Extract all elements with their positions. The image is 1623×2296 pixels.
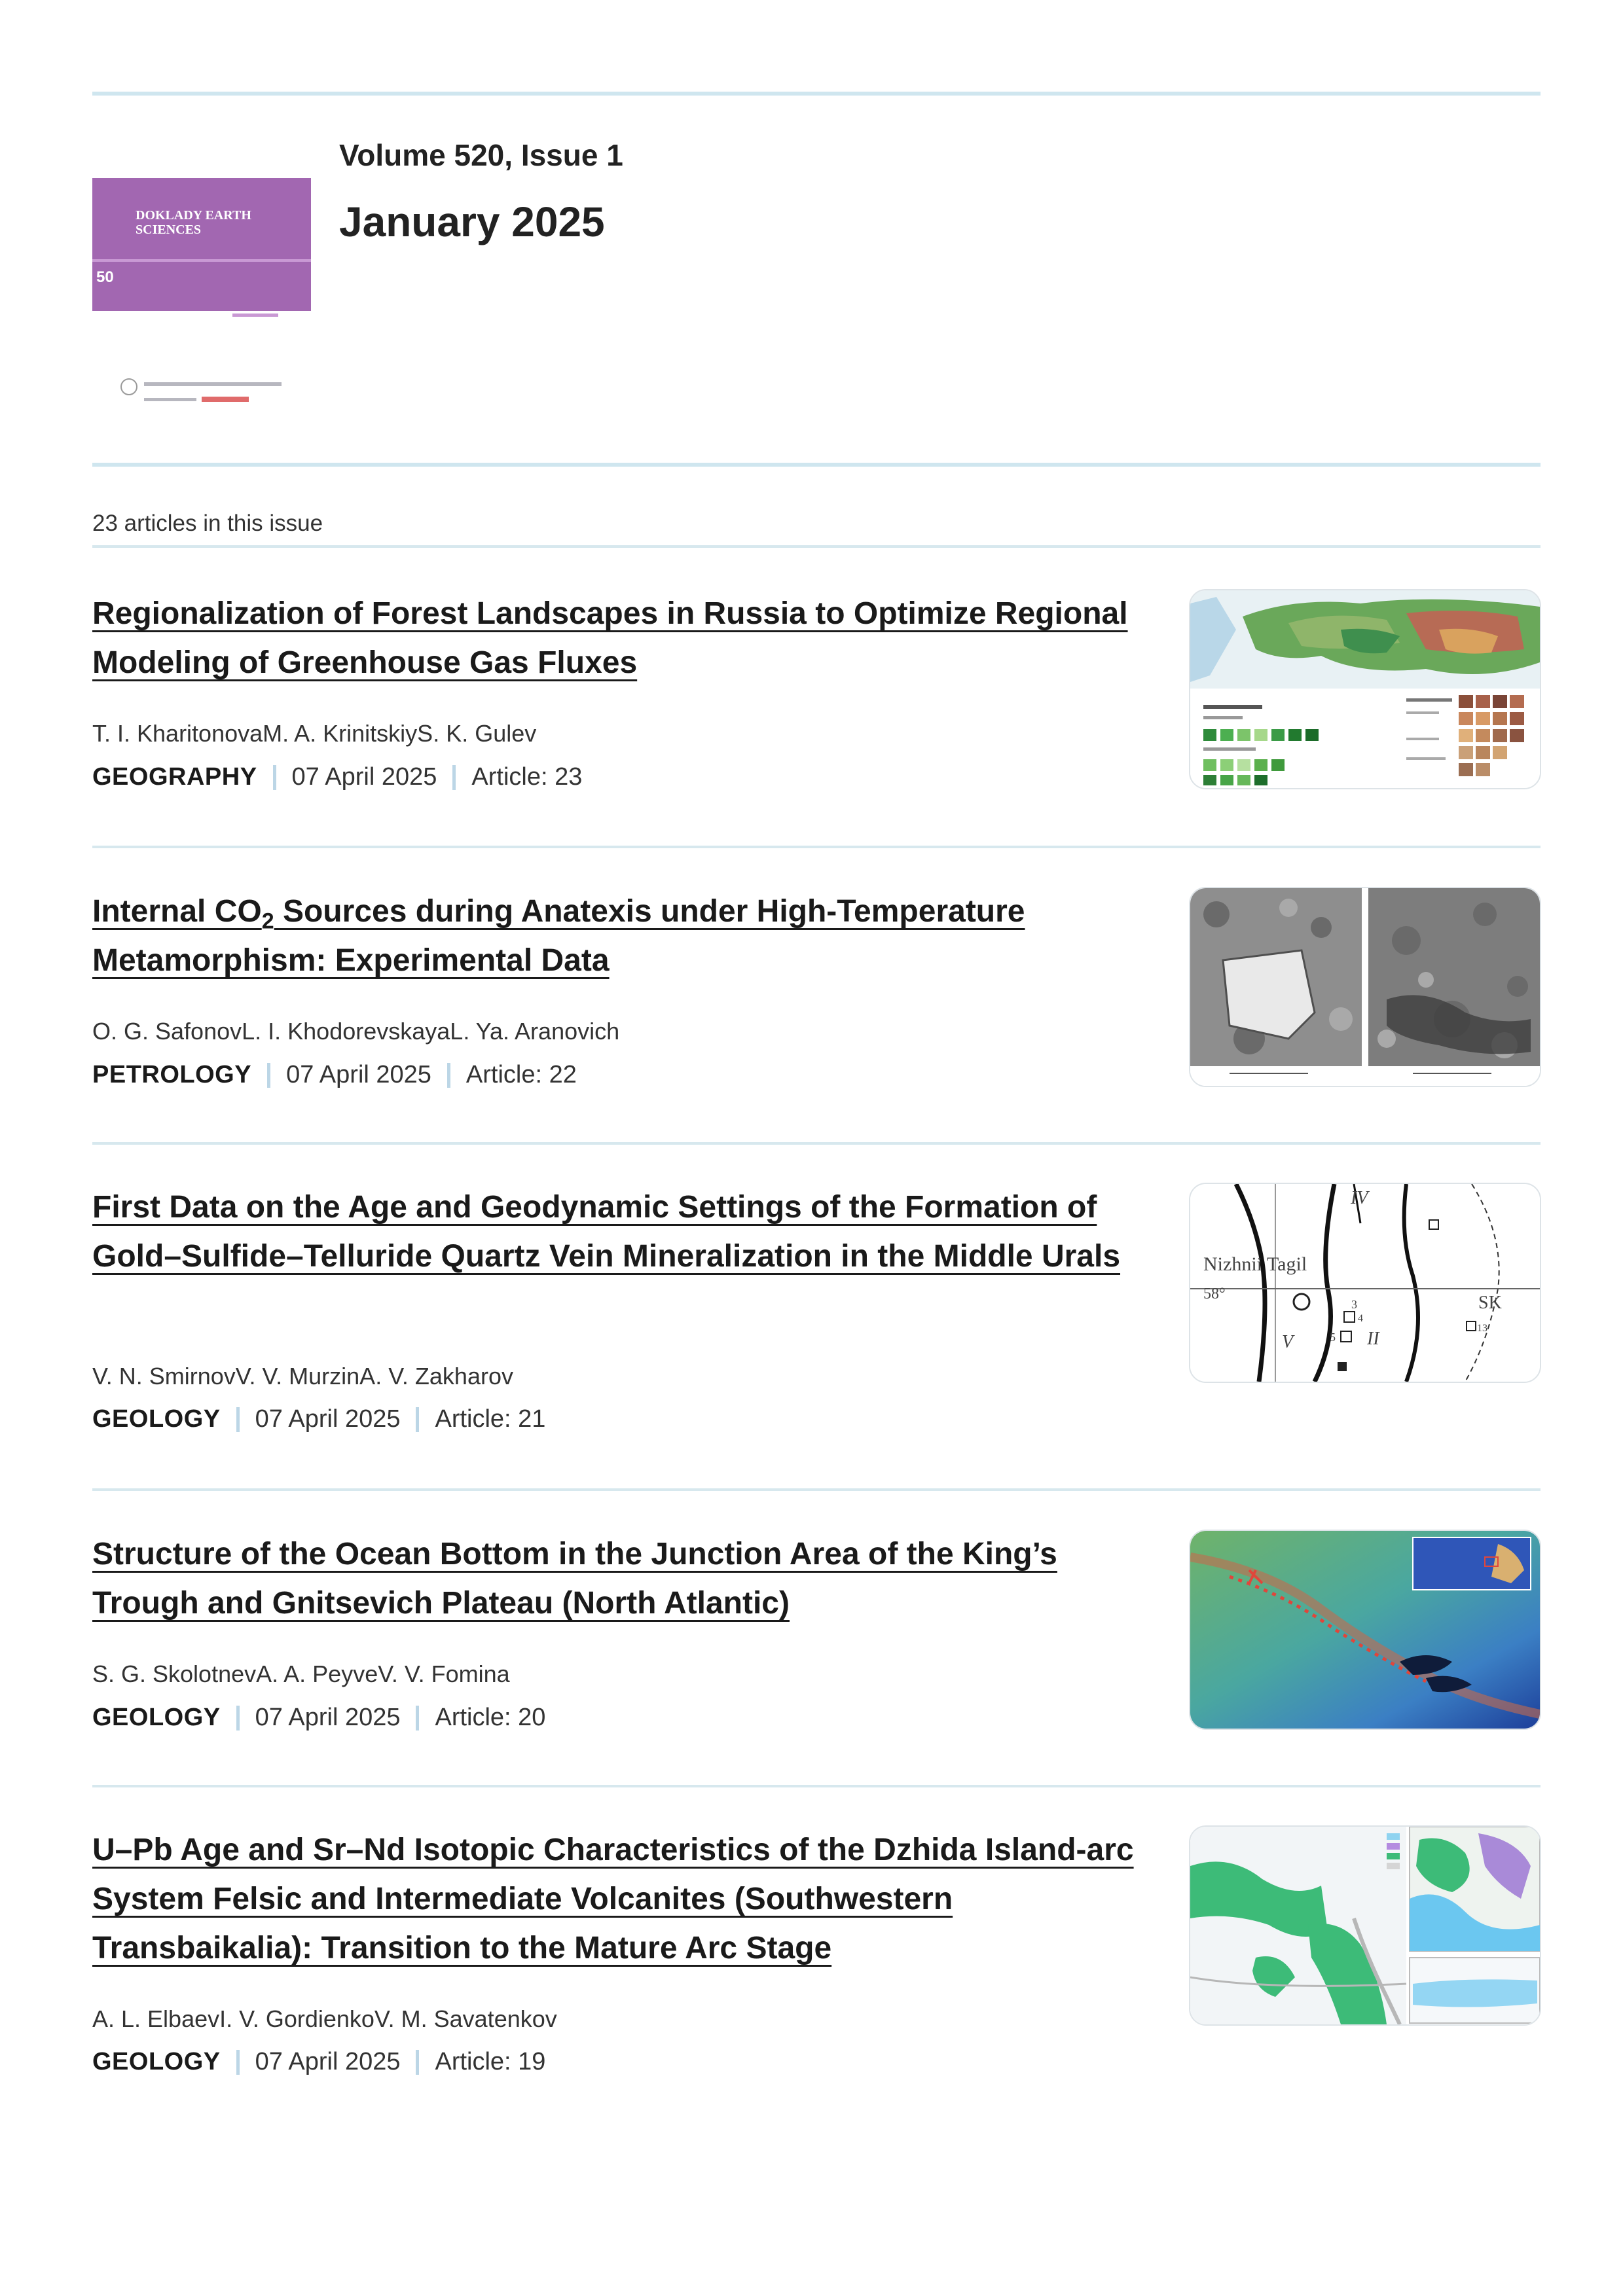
article-divider [92, 1785, 1541, 1787]
publisher-logo [120, 374, 284, 410]
article-subject-link[interactable]: GEOGRAPHY [92, 763, 257, 791]
header-bottom-rule [92, 463, 1541, 467]
article-thumbnail[interactable] [1189, 1530, 1541, 1730]
cover-band [92, 259, 311, 262]
article-date: 07 April 2025 [255, 1704, 401, 1731]
article-meta [92, 763, 582, 791]
article-meta [92, 1405, 545, 1433]
svg-text:II: II [1367, 1329, 1379, 1349]
meta-separator [416, 1706, 419, 1731]
cover-anniversary-number: 50 [96, 268, 114, 286]
svg-text:5: 5 [1330, 1331, 1336, 1344]
top-rule [92, 92, 1541, 96]
count-rule [92, 545, 1541, 548]
meta-separator [236, 1407, 240, 1432]
article-date: 07 April 2025 [291, 763, 437, 791]
meta-separator [236, 2050, 240, 2075]
article-title-link[interactable]: First Data on the Age and Geodynamic Settings of the Formation of Gold–Sulfide–Telluride Quartz Vein Mineralization in the Middle Urals [92, 1190, 1121, 1274]
article-divider [92, 1142, 1541, 1145]
article-authors: O. G. SafonovL. I. KhodorevskayaL. Ya. Aranovich [92, 1018, 620, 1045]
meta-separator [452, 765, 456, 790]
cover-title: DOKLADY EARTH SCIENCES [136, 208, 251, 237]
article-authors: T. I. KharitonovaM. A. KrinitskiyS. K. Gulev [92, 720, 537, 747]
svg-text:Nizhnii Tagil: Nizhnii Tagil [1203, 1253, 1307, 1275]
article-divider [92, 846, 1541, 848]
article-authors: A. L. ElbaevI. V. GordienkoV. M. Savatenkov [92, 2005, 557, 2032]
article-title-link[interactable]: U–Pb Age and Sr–Nd Isotopic Characteristics of the Dzhida Island-arc System Felsic and Intermediate Volcanites (Southwestern Transbaikalia): Transition to the Mature Arc Stage [92, 1833, 1134, 1965]
article-title-link[interactable]: Regionalization of Forest Landscapes in Russia to Optimize Regional Modeling of Greenhouse Gas Fluxes [92, 596, 1128, 680]
article-subject-link[interactable]: GEOLOGY [92, 1704, 221, 1731]
publisher-seal-icon [120, 378, 137, 395]
geologic-map-thumbnail-image [1190, 1184, 1540, 1382]
cover-top-strip [92, 144, 311, 178]
svg-text:4: 4 [1358, 1313, 1363, 1324]
meta-separator [416, 2050, 419, 2075]
article-title-link[interactable]: Internal $CO_2$ Sources during Anatexis under High-Temperature Metamorphism: Experimental Data [92, 894, 1025, 978]
micrograph-thumbnail-image [1190, 888, 1540, 1086]
article-date: 07 April 2025 [255, 1405, 401, 1433]
article-number: Article: 23 [471, 763, 583, 791]
article-date: 07 April 2025 [255, 2048, 401, 2075]
cover-bottom-strip [92, 311, 311, 324]
article-divider [92, 1488, 1541, 1491]
journal-cover[interactable] [92, 144, 311, 324]
article-thumbnail[interactable] [1189, 887, 1541, 1087]
article-title-link[interactable]: Structure of the Ocean Bottom in the Junction Area of the King’s Trough and Gnitsevich Plateau (North Atlantic) [92, 1537, 1057, 1621]
article-subject-link[interactable]: GEOLOGY [92, 1405, 221, 1433]
article-subject-link[interactable]: PETROLOGY [92, 1061, 252, 1088]
article-meta [92, 1061, 577, 1089]
article-thumbnail[interactable] [1189, 1183, 1541, 1383]
svg-text:SK: SK [1478, 1293, 1502, 1313]
issue-date: January 2025 [339, 198, 605, 245]
meta-separator [447, 1063, 450, 1088]
svg-text:3: 3 [1351, 1298, 1357, 1311]
article-number: Article: 20 [435, 1704, 546, 1731]
article-date: 07 April 2025 [286, 1061, 431, 1088]
svg-text:IV: IV [1351, 1188, 1368, 1208]
article-number: Article: 19 [435, 2048, 546, 2075]
article-meta [92, 2048, 545, 2076]
map-thumbnail-image [1190, 590, 1540, 788]
articles-count: 23 articles in this issue [92, 511, 323, 536]
meta-separator [273, 765, 276, 790]
article-subject-link[interactable]: GEOLOGY [92, 2048, 221, 2075]
meta-separator [267, 1063, 270, 1088]
regional-map-thumbnail-image [1190, 1827, 1540, 2024]
article-authors: S. G. SkolotnevA. A. PeyveV. V. Fomina [92, 1660, 510, 1687]
svg-text:13: 13 [1477, 1323, 1487, 1334]
svg-text:V: V [1282, 1332, 1294, 1352]
bathymetry-thumbnail-image [1190, 1531, 1540, 1729]
article-thumbnail[interactable] [1189, 1825, 1541, 2026]
meta-separator [236, 1706, 240, 1731]
article-thumbnail[interactable] [1189, 589, 1541, 789]
svg-text:58°: 58° [1203, 1285, 1226, 1302]
article-number: Article: 21 [435, 1405, 546, 1433]
article-authors: V. N. SmirnovV. V. MurzinA. V. Zakharov [92, 1363, 513, 1390]
meta-separator [416, 1407, 419, 1432]
volume-issue: Volume 520, Issue 1 [339, 138, 623, 172]
article-meta [92, 1704, 545, 1732]
article-number: Article: 22 [465, 1061, 577, 1088]
